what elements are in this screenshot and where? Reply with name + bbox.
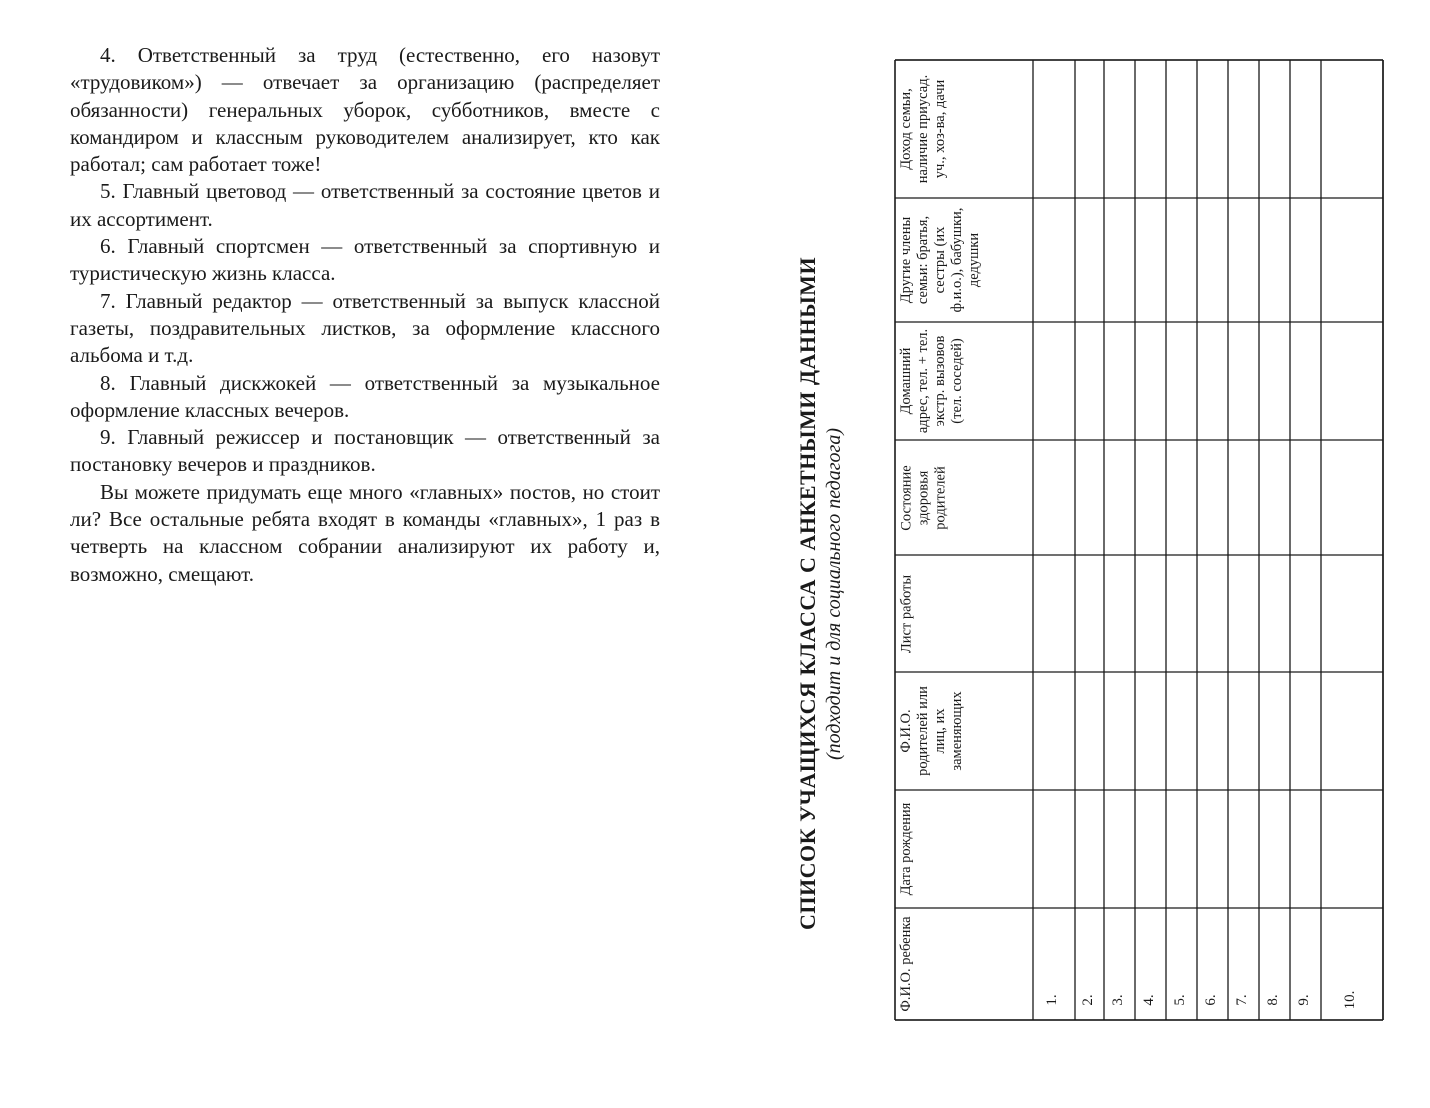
row-number: 7. xyxy=(1233,994,1250,1006)
row-number: 6. xyxy=(1202,994,1219,1006)
paragraph-director: 9. Главный режиссер и постановщик — ответственный за постановку вечеров и праздников. xyxy=(70,425,660,477)
table-title: СПИСОК УЧАЩИХСЯ КЛАССА С АНКЕТНЫМИ ДАННЫМИ xyxy=(795,256,820,930)
column-header: Лист работы xyxy=(898,574,914,653)
column-header: Ф.И.О. родителей или лиц, их заменяющих xyxy=(898,686,965,776)
column-header: Дата рождения xyxy=(898,802,914,896)
table-subtitle: (подходит и для социального педагога) xyxy=(823,427,845,760)
row-number: 10. xyxy=(1342,990,1358,1010)
row-number: 2. xyxy=(1079,994,1096,1006)
paragraph-labor: 4. Ответственный за труд (естественно, его назовут «трудовиком») — отвечает за организацию (распределяет обязанности) генеральных уборок, субботников, вместе с командиром и классным руководителем анализирует, кто как работал; сам работает тоже! xyxy=(70,43,660,177)
column-header: Другие члены семьи: братья, сестры (их ф.и.о.), бабушки, дедушки xyxy=(898,207,982,313)
paragraph-sportsman: 6. Главный спортсмен — ответственный за спортивную и туристическую жизнь класса. xyxy=(70,234,660,286)
row-number: 4. xyxy=(1140,994,1157,1006)
column-header: Состояние здоровья родителей xyxy=(898,464,948,531)
paragraph-conclusion: Вы можете придумать еще много «главных» постов, но стоит ли? Все остальные ребята входят в команды «главных», 1 раз в четверть на классном собрании анализируют их работу и, возможно, смещают. xyxy=(70,479,660,586)
row-number: 9. xyxy=(1295,994,1312,1006)
paragraph-florist: 5. Главный цветовод — ответственный за состояние цветов и их ассортимент. xyxy=(70,179,660,231)
paragraph-dj: 8. Главный дискжокей — ответственный за музыкальное оформление классных вечеров. xyxy=(70,370,660,422)
row-number: 8. xyxy=(1264,994,1281,1006)
row-number: 5. xyxy=(1171,994,1188,1006)
column-header: Ф.И.О. ребенка xyxy=(898,916,914,1012)
row-number: 3. xyxy=(1109,994,1126,1006)
column-header: Доход семьи, наличие приусад. уч., хоз-ва, дачи xyxy=(898,74,948,184)
paragraph-editor: 7. Главный редактор — ответственный за выпуск классной газеты, поздравительных листков, за оформление классного альбома и т.д. xyxy=(70,288,660,368)
column-header: Домашний адрес, тел. + тел. экстр. вызовов (тел. соседей) xyxy=(898,328,965,434)
row-number: 1. xyxy=(1044,994,1060,1006)
